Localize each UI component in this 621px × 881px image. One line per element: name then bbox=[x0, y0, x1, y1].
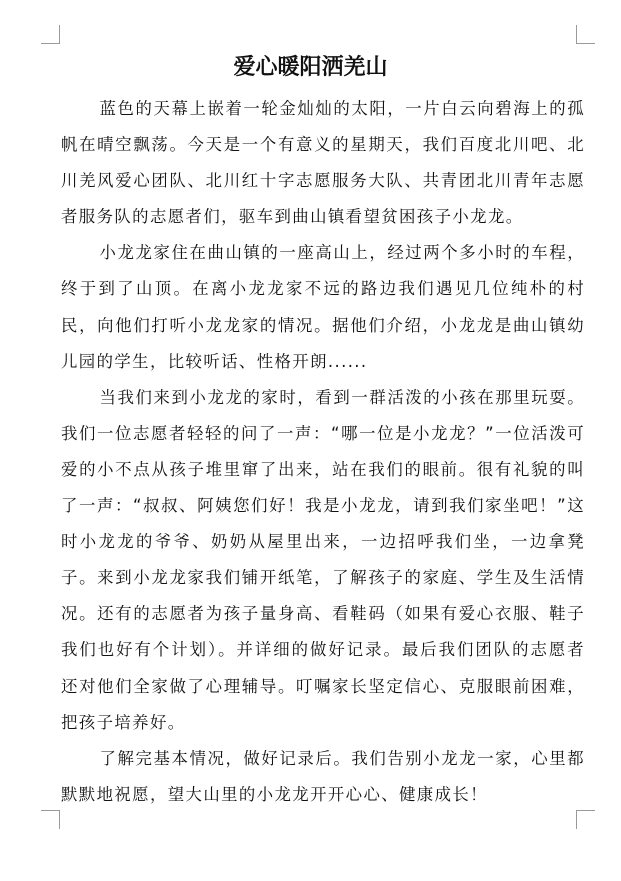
document-body bbox=[61, 91, 585, 813]
crop-mark-bottom-left bbox=[41, 810, 60, 829]
crop-mark-top-left bbox=[41, 25, 60, 44]
paragraph-1: 蓝色的天幕上嵌着一轮金灿灿的太阳，一片白云向碧海上的孤帆在晴空飘荡。今天是一个有意义的星期天，我们百度北川吧、北川羌风爱心团队、北川红十字志愿服务大队、共青团北川青年志愿者服务队的志愿者们，驱车到曲山镇看望贫困孩子小龙龙。 bbox=[61, 99, 585, 227]
paragraph-4: 了解完基本情况，做好记录后。我们告别小龙龙一家，心里都默默地祝愿，望大山里的小龙龙开开心心、健康成长！ bbox=[61, 748, 585, 804]
paragraph-3: 当我们来到小龙龙的家时，看到一群活泼的小孩在那里玩耍。我们一位志愿者轻轻的问了一声：“哪一位是小龙龙？”一位活泼可爱的小不点从孩子堆里窜了出来，站在我们的眼前。很有礼貌的叫了一声：“叔叔、阿姨您们好！我是小龙龙，请到我们家坐吧！”这时小龙龙的爷爷、奶奶从屋里出来，一边招呼我们坐，一边拿凳子。来到小龙龙家我们铺开纸笔，了解孩子的家庭、学生及生活情况。还有的志愿者为孩子量身高、看鞋码（如果有爱心衣服、鞋子我们也好有个计划）。并详细的做好记录。最后我们团队的志愿者还对他们全家做了心理辅导。叮嘱家长坚定信心、克服眼前困难，把孩子培养好。 bbox=[61, 387, 585, 732]
document-title: 爱心暖阳洒羌山 bbox=[233, 54, 388, 80]
paragraph-2: 小龙龙家住在曲山镇的一座高山上，经过两个多小时的车程，终于到了山顶。在离小龙龙家不远的路边我们遇见几位纯朴的村民，向他们打听小龙龙家的情况。据他们介绍，小龙龙是曲山镇幼儿园的学生，比较听话、性格开朗...... bbox=[61, 243, 585, 371]
crop-mark-top-right bbox=[576, 25, 595, 44]
